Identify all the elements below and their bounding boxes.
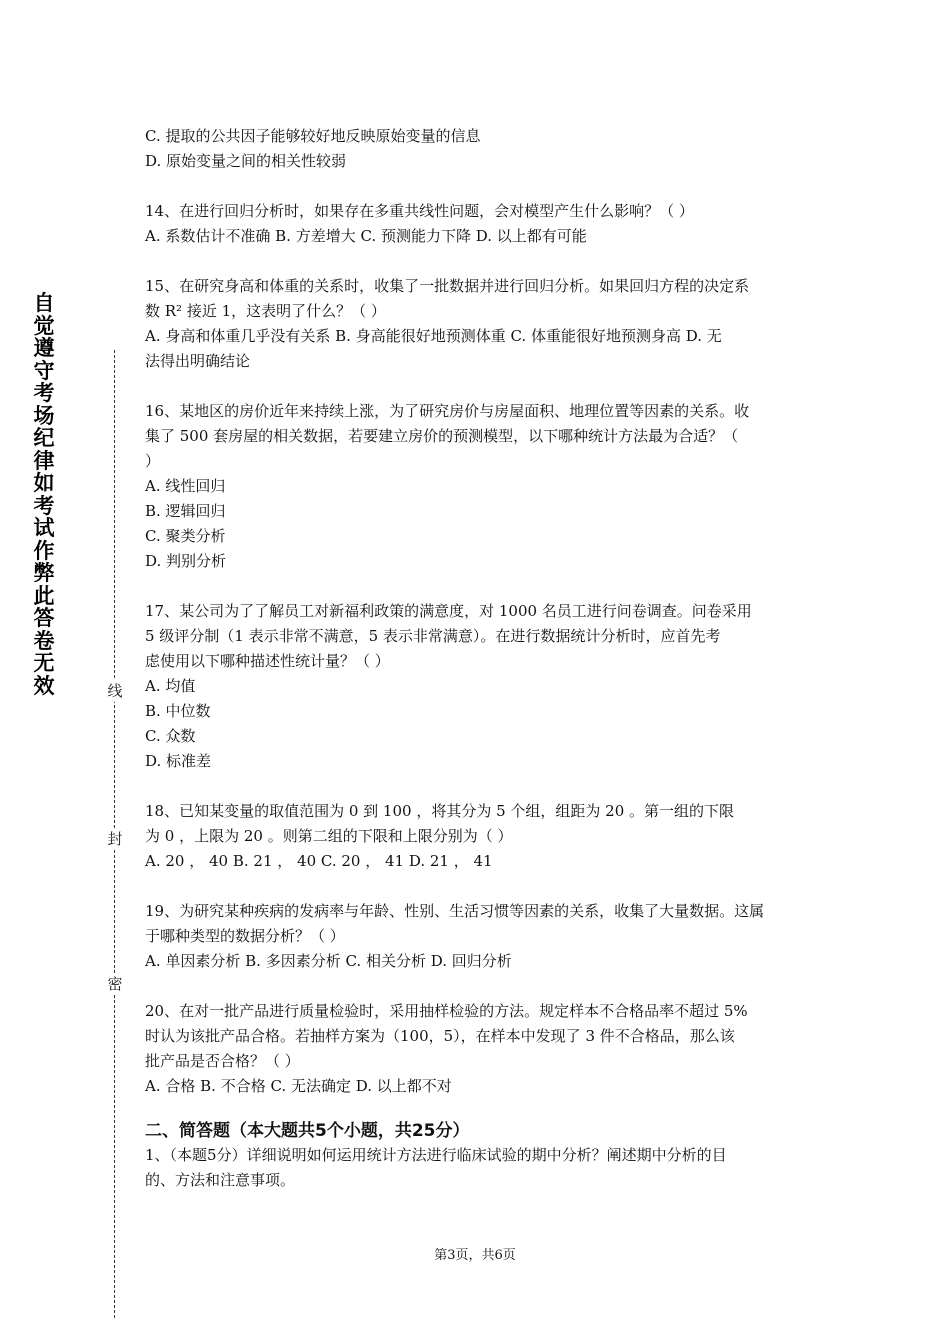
question-stem: 为 0 ，上限为 20 。则第二组的下限和上限分别为（ ） (145, 827, 513, 845)
question-options: A. 合格 B. 不合格 C. 无法确定 D. 以上都不对 (145, 1077, 452, 1095)
section-heading: 二、简答题（本大题共5个小题，共25分） (145, 1121, 470, 1141)
question-stem: 17、某公司为了了解员工对新福利政策的满意度，对 1000 名员工进行问卷调查。问卷采用 (145, 602, 752, 620)
question-stem: ） (145, 452, 161, 470)
exam-discipline-warning: 自觉遵守考场纪律如考试作弊此答卷无效 (33, 291, 55, 698)
question-stem: 18、已知某变量的取值范围为 0 到 100 ，将其分为 5 个组，组距为 20 。第一组的下限 (145, 802, 735, 820)
question-options: 法得出明确结论 (145, 352, 251, 370)
question-option: A. 线性回归 (145, 477, 226, 495)
question-17 (145, 599, 808, 774)
question-option: A. 均值 (145, 677, 196, 695)
question-options: A. 系数估计不准确 B. 方差增大 C. 预测能力下降 D. 以上都有可能 (145, 227, 587, 245)
question-stem: 时认为该批产品合格。若抽样方案为（100，5），在样本中发现了 3 件不合格品，那么该 (145, 1027, 735, 1045)
page-number: 第3页，共6页 (434, 1248, 516, 1263)
short-answer-question: 的、方法和注意事项。 (145, 1171, 296, 1189)
question-options: A. 20 ， 40 B. 21 ， 40 C. 20 ， 41 D. 21 ， 41 (145, 852, 493, 870)
option-line: C. 提取的公共因子能够较好地反映原始变量的信息 (145, 127, 481, 145)
exam-content (145, 124, 808, 1193)
question-option: C. 众数 (145, 727, 196, 745)
question-stem: 16、某地区的房价近年来持续上涨，为了研究房价与房屋面积、地理位置等因素的关系。收 (145, 402, 750, 420)
question-options: A. 身高和体重几乎没有关系 B. 身高能很好地预测体重 C. 体重能很好地预测身高 D. 无 (145, 327, 722, 345)
question-18 (145, 799, 808, 874)
question-15 (145, 274, 808, 374)
question-option: B. 中位数 (145, 702, 211, 720)
question-option: D. 标准差 (145, 752, 212, 770)
question-stem: 虑使用以下哪种描述性统计量？（ ） (145, 652, 390, 670)
question-stem: 19、为研究某种疾病的发病率与年龄、性别、生活习惯等因素的关系，收集了大量数据。这属 (145, 902, 765, 920)
previous-question-options (145, 124, 808, 174)
question-stem: 15、在研究身高和体重的关系时，收集了一批数据并进行回归分析。如果回归方程的决定系 (145, 277, 750, 295)
binding-mark-seal: 封 (104, 828, 126, 850)
question-20 (145, 999, 808, 1099)
question-option: D. 判别分析 (145, 552, 227, 570)
question-stem: 批产品是否合格？（ ） (145, 1052, 300, 1070)
question-stem: 20、在对一批产品进行质量检验时，采用抽样检验的方法。规定样本不合格品率不超过 5% (145, 1002, 748, 1020)
question-14 (145, 199, 808, 249)
binding-mark-secret: 密 (104, 973, 126, 995)
question-stem: 于哪种类型的数据分析？（ ） (145, 927, 345, 945)
question-stem: 集了 500 套房屋的相关数据，若要建立房价的预测模型，以下哪种统计方法最为合适？（ (145, 427, 739, 445)
question-stem: 数 R² 接近 1，这表明了什么？（ ） (145, 302, 386, 320)
question-stem: 5 级评分制（1 表示非常不满意，5 表示非常满意）。在进行数据统计分析时，应首先考 (145, 627, 721, 645)
question-option: B. 逻辑回归 (145, 502, 226, 520)
option-line: D. 原始变量之间的相关性较弱 (145, 152, 347, 170)
binding-mark-line: 线 (104, 680, 126, 702)
short-answer-question: 1、（本题5分）详细说明如何运用统计方法进行临床试验的期中分析？阐述期中分析的目 (145, 1146, 727, 1164)
question-16 (145, 399, 808, 574)
question-option: C. 聚类分析 (145, 527, 226, 545)
short-answer-section (145, 1119, 808, 1193)
question-19 (145, 899, 808, 974)
question-options: A. 单因素分析 B. 多因素分析 C. 相关分析 D. 回归分析 (145, 952, 512, 970)
question-stem: 14、在进行回归分析时，如果存在多重共线性问题，会对模型产生什么影响？（ ） (145, 202, 694, 220)
